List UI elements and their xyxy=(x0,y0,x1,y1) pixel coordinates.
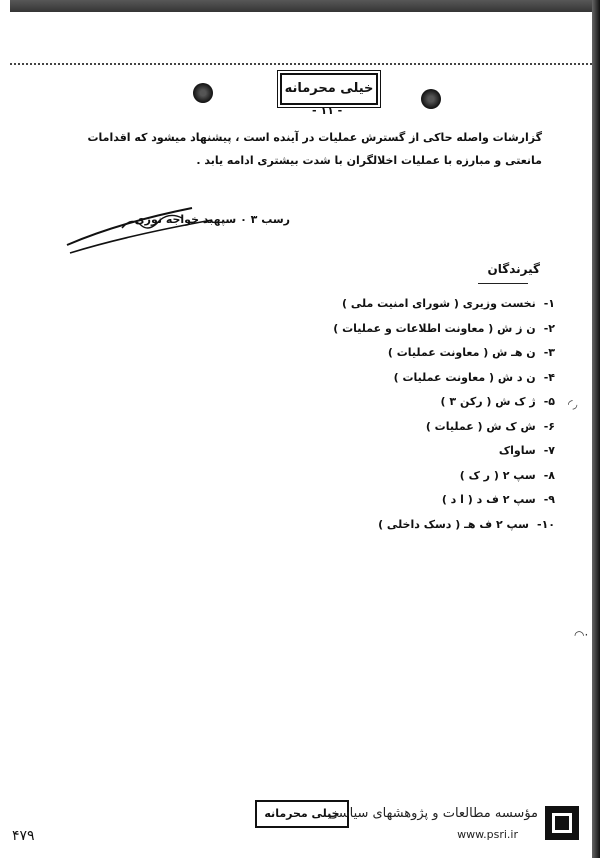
recipients-heading: گیرندگان xyxy=(487,262,540,276)
margin-mark-icon: ◠· xyxy=(574,628,589,642)
page-number: - ۱۱ - xyxy=(312,104,343,117)
list-item-number: ۹- xyxy=(543,493,555,506)
institute-logo-icon xyxy=(545,806,579,840)
archive-number: ۴۷۹ xyxy=(12,828,35,844)
list-item xyxy=(333,464,555,489)
list-item-number: ۸- xyxy=(543,468,555,482)
scan-edge-top xyxy=(10,0,595,12)
list-item-text: سپ ۲ ف هـ ( دسک داخلی ) xyxy=(378,517,529,531)
recipient-list xyxy=(333,292,555,537)
list-item-number: ۱- xyxy=(543,297,555,310)
list-item-text: ن د ش ( معاونت عملیات ) xyxy=(393,370,536,384)
list-item xyxy=(333,390,555,415)
list-item-text: ن ز ش ( معاونت اطلاعات و عملیات ) xyxy=(333,321,536,335)
list-item-text: سپ ۲ ف د ( ا د ) xyxy=(441,493,536,506)
seal-icon xyxy=(421,89,441,109)
list-item xyxy=(333,513,555,538)
list-item-text: ژ ک ش ( رکن ۳ ) xyxy=(440,395,536,408)
footer-classification-stamp: خیلی محرمانه xyxy=(255,800,349,828)
list-item xyxy=(333,415,555,440)
margin-mark-icon: ◜◞ xyxy=(568,397,578,411)
list-item-text: ن هـ ش ( معاونت عملیات ) xyxy=(387,346,536,359)
list-item xyxy=(333,292,555,317)
body-text-line-1: گزارشات واصله حاکی از گسترش عملیات در آینده است ، پیشنهاد میشود که اقدامات xyxy=(87,131,542,144)
classification-stamp: خیلی محرمانه xyxy=(280,73,378,105)
list-item-number: ۶- xyxy=(543,419,555,433)
header-dotted-rule xyxy=(10,63,592,65)
list-item-text: سپ ۲ ( ر ک ) xyxy=(459,468,536,482)
list-item-text: نخست وزیری ( شورای امنیت ملی ) xyxy=(342,297,536,310)
list-item xyxy=(333,439,555,464)
list-item xyxy=(333,488,555,513)
list-item-number: ۵- xyxy=(543,395,555,408)
list-item-number: ۴- xyxy=(543,370,555,384)
list-item-number: ۳- xyxy=(543,346,555,359)
list-item xyxy=(333,366,555,391)
scan-edge-right xyxy=(592,0,600,858)
body-text-line-2: مانعتی و مبارزه با عملیات اخلالگران با شدت بیشتری ادامه یابد . xyxy=(196,154,542,167)
list-item-number: ۱۰- xyxy=(536,517,555,531)
list-item xyxy=(333,341,555,366)
watermark-text: مؤسسه مطالعات و پژوهشهای سیاسی xyxy=(327,806,538,821)
signature-scrawl-icon xyxy=(62,200,252,260)
list-item-text: ساواک xyxy=(498,444,536,457)
heading-underline xyxy=(478,283,528,284)
watermark-url: www.psri.ir xyxy=(457,828,518,841)
list-item xyxy=(333,317,555,342)
signature-line: رسب ۳ ۰ سپهبد خواجه نوری xyxy=(134,213,290,226)
list-item-number: ۷- xyxy=(543,444,555,457)
seal-icon xyxy=(193,83,213,103)
list-item-number: ۲- xyxy=(543,321,555,335)
list-item-text: ش ک ش ( عملیات ) xyxy=(425,419,536,433)
